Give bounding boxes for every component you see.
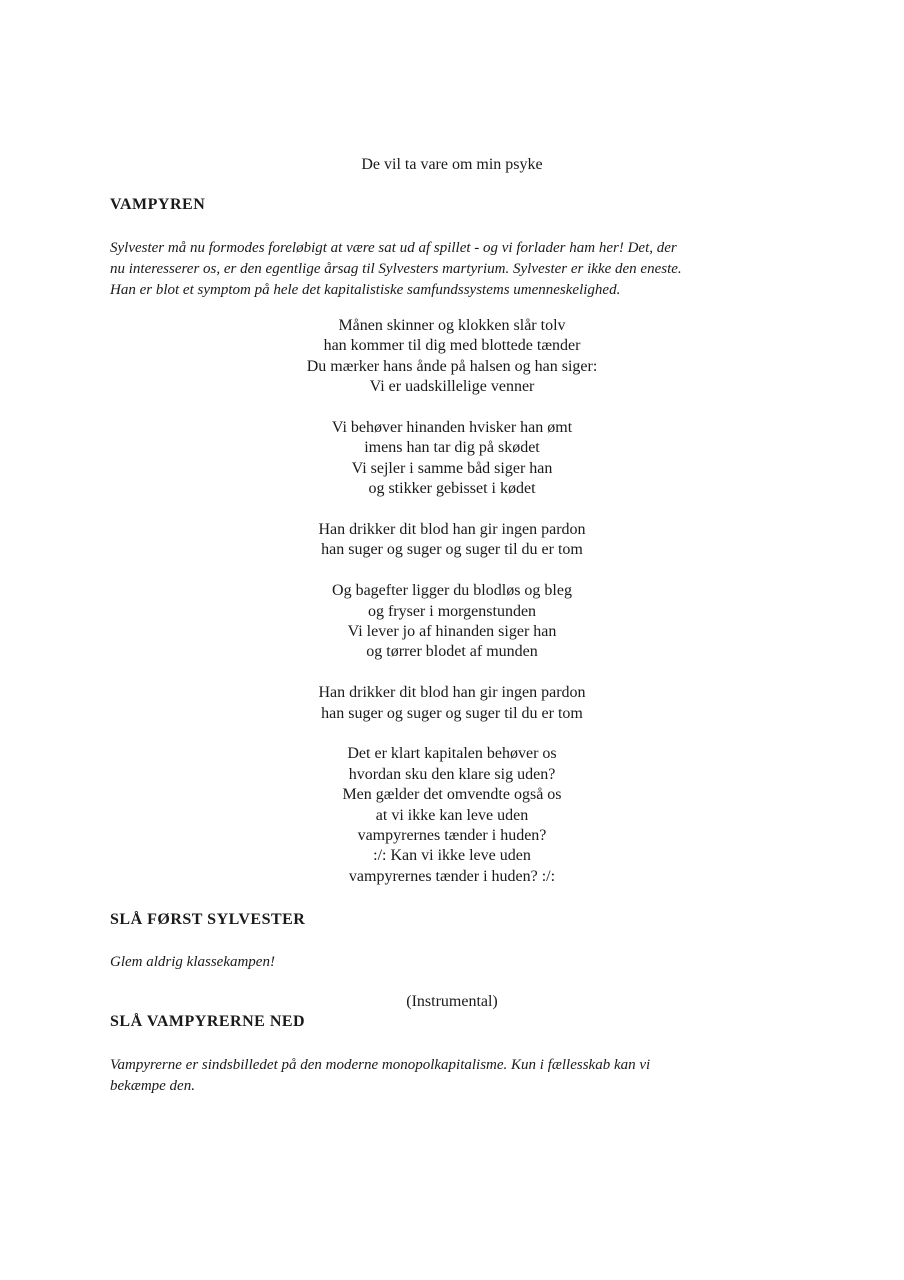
lyric-line: Men gælder det omvendte også os [342,786,562,804]
commentary-line: Han er blot et symptom på hele det kapitalistiske samfundssystems umenneskelighed. [110,282,621,298]
commentary-line: bekæmpe den. [110,1078,195,1094]
lyric-line: Vi behøver hinanden hvisker han ømt [331,419,573,437]
lyric-line: Vi lever jo af hinanden siger han [347,623,557,641]
lyric-line: Han drikker dit blod han gir ingen pardon [318,521,586,539]
stanza [0,744,904,887]
lyric-line: Du mærker hans ånde på halsen og han siger: [306,357,598,375]
section-heading-vampyren: VAMPYREN [110,196,206,213]
lyric-line: han suger og suger og suger til du er tom [321,704,583,722]
lyric-line: Månen skinner og klokken slår tolv [338,317,566,334]
commentary-line: Glem aldrig klassekampen! [110,954,275,970]
lyric-line: hvordan sku den klare sig uden? [348,765,556,783]
stanza [0,316,904,398]
stanza [0,581,904,663]
lyric-line: Han drikker dit blod han gir ingen pardon [318,684,586,702]
lyric-line: :/: Kan vi ikke leve uden [373,847,531,865]
lyric-line: han suger og suger og suger til du er tom [321,541,583,559]
lyric-line: Det er klart kapitalen behøver os [347,745,557,763]
section-heading-sla-forst-sylvester: SLÅ FØRST SYLVESTER [110,911,306,928]
commentary-sla-forst-sylvester [110,952,800,973]
lyric-line: imens han tar dig på skødet [364,439,540,457]
refrain [0,683,904,724]
page-subtitle: De vil ta vare om min psyke [361,156,543,173]
lyric-line: han kommer til dig med blottede tænder [323,337,581,355]
lyric-line: Og bagefter ligger du blodløs og bleg [332,582,572,600]
lyric-line: at vi ikke kan leve uden [375,806,529,824]
commentary-line: Sylvester må nu formodes foreløbigt at være sat ud af spillet - og vi forlader ham her! Det, der [110,240,677,256]
refrain [0,520,904,561]
commentary-line: Vampyrerne er sindsbilledet på den moderne monopolkapitalisme. Kun i fællesskab kan vi [110,1057,651,1073]
song-lyrics [0,316,904,908]
lyric-line: og tørrer blodet af munden [366,643,538,661]
lyric-line: og fryser i morgenstunden [367,602,537,620]
stanza [0,418,904,500]
lyric-line: og stikker gebisset i kødet [368,480,536,498]
instrumental-note: (Instrumental) [406,993,498,1010]
lyric-line: Vi er uadskillelige venner [369,378,535,396]
lyric-line: Vi sejler i samme båd siger han [351,459,553,477]
section-heading-sla-vampyrerne-ned: SLÅ VAMPYRERNE NED [110,1013,306,1030]
lyric-line: vampyrernes tænder i huden? [357,827,547,845]
commentary-sla-vampyrerne-ned [110,1055,800,1097]
lyric-line: vampyrernes tænder i huden? :/: [348,867,556,885]
commentary-vampyren [110,238,800,301]
commentary-line: nu interesserer os, er den egentlige årsag til Sylvesters martyrium. Sylvester er ikke den eneste. [110,261,682,277]
